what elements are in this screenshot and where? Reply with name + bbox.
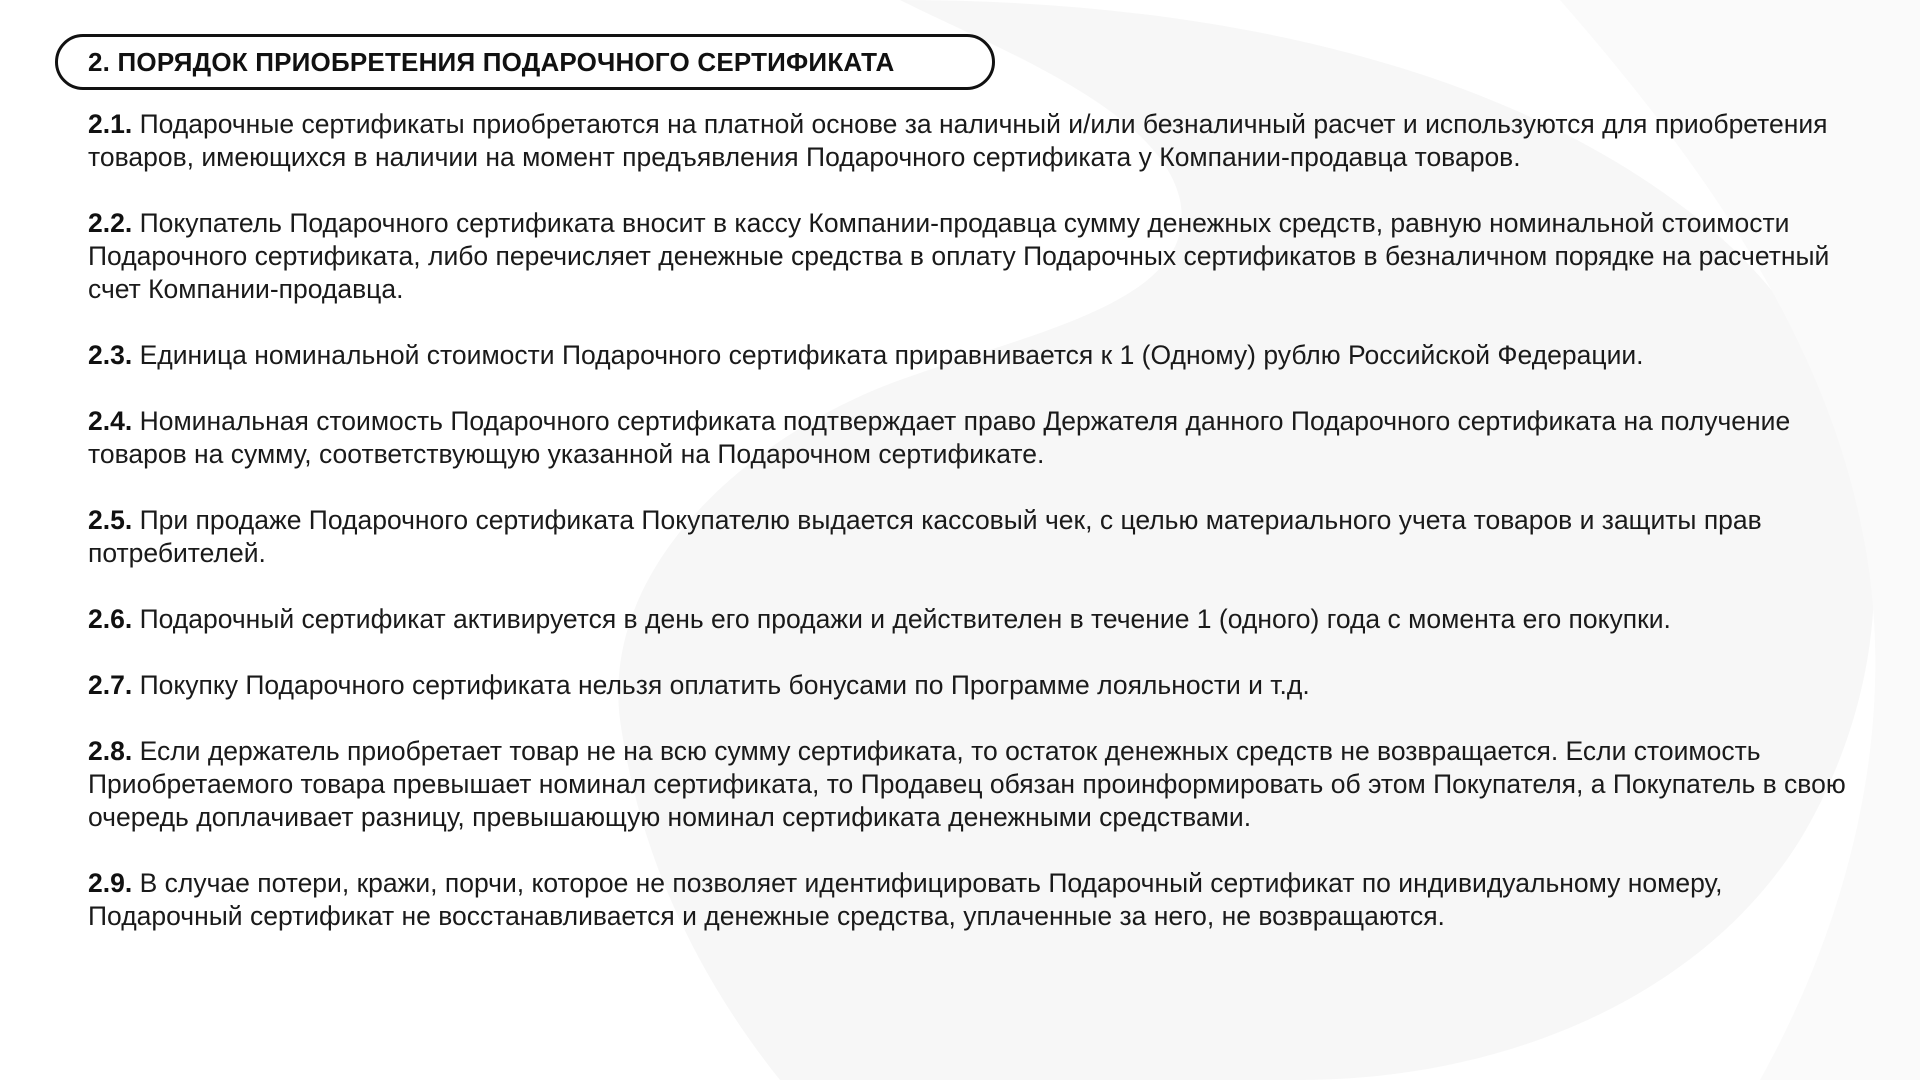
clause-number: 2.8. [88, 736, 133, 766]
clause-number: 2.5. [88, 505, 133, 535]
clause-number: 2.6. [88, 604, 133, 634]
clause-2-7 [88, 669, 1848, 702]
clause-text: Номинальная стоимость Подарочного сертификата подтверждает право Держателя данного Подарочного сертификата на получение товаров на сумму, соответствующую указанной на Подарочном сертификате. [88, 406, 1791, 469]
clause-number: 2.4. [88, 406, 133, 436]
clause-text: Единица номинальной стоимости Подарочного сертификата приравнивается к 1 (Одному) рублю Российской Федерации. [139, 340, 1644, 370]
clause-2-8 [88, 735, 1848, 834]
clause-text: Если держатель приобретает товар не на всю сумму сертификата, то остаток денежных средств не возвращается. Если стоимость Приобретаемого товара превышает номинал сертификата, то Продавец обязан проинформировать об этом Покупателя, а Покупатель в свою очередь доплачивает разницу, превышающую номинал сертификата денежными средствами. [88, 736, 1846, 832]
clause-text: В случае потери, кражи, порчи, которое не позволяет идентифицировать Подарочный сертификат по индивидуальному номеру, Подарочный сертификат не восстанавливается и денежные средства, уплаченные за него, не возвращаются. [88, 868, 1723, 931]
clause-text: Покупатель Подарочного сертификата вносит в кассу Компании-продавца сумму денежных средств, равную номинальной стоимости Подарочного сертификата, либо перечисляет денежные средства в оплату Подарочных сертификатов в безналичном порядке на расчетный счет Компании-продавца. [88, 208, 1830, 304]
clause-text: Подарочный сертификат активируется в день его продажи и действителен в течение 1 (одного) года с момента его покупки. [139, 604, 1671, 634]
clause-text: При продаже Подарочного сертификата Покупателю выдается кассовый чек, с целью материального учета товаров и защиты прав потребителей. [88, 505, 1762, 568]
clause-number: 2.1. [88, 109, 133, 139]
clause-number: 2.9. [88, 868, 133, 898]
clause-number: 2.3. [88, 340, 133, 370]
clause-2-5 [88, 504, 1848, 570]
clause-2-6 [88, 603, 1848, 636]
clause-2-3 [88, 339, 1848, 372]
clause-number: 2.2. [88, 208, 133, 238]
clause-2-1 [88, 108, 1848, 174]
clause-text: Покупку Подарочного сертификата нельзя оплатить бонусами по Программе лояльности и т.д. [139, 670, 1310, 700]
section-title: 2. ПОРЯДОК ПРИОБРЕТЕНИЯ ПОДАРОЧНОГО СЕРТИФИКАТА [88, 46, 895, 77]
clause-2-9 [88, 867, 1848, 933]
clause-text: Подарочные сертификаты приобретаются на платной основе за наличный и/или безналичный расчет и используются для приобретения товаров, имеющихся в наличии на момент предъявления Подарочного сертификата у Компании-продавца товаров. [88, 109, 1828, 172]
clause-list [88, 108, 1848, 966]
section-header [55, 34, 995, 90]
clause-number: 2.7. [88, 670, 133, 700]
clause-2-4 [88, 405, 1848, 471]
clause-2-2 [88, 207, 1848, 306]
